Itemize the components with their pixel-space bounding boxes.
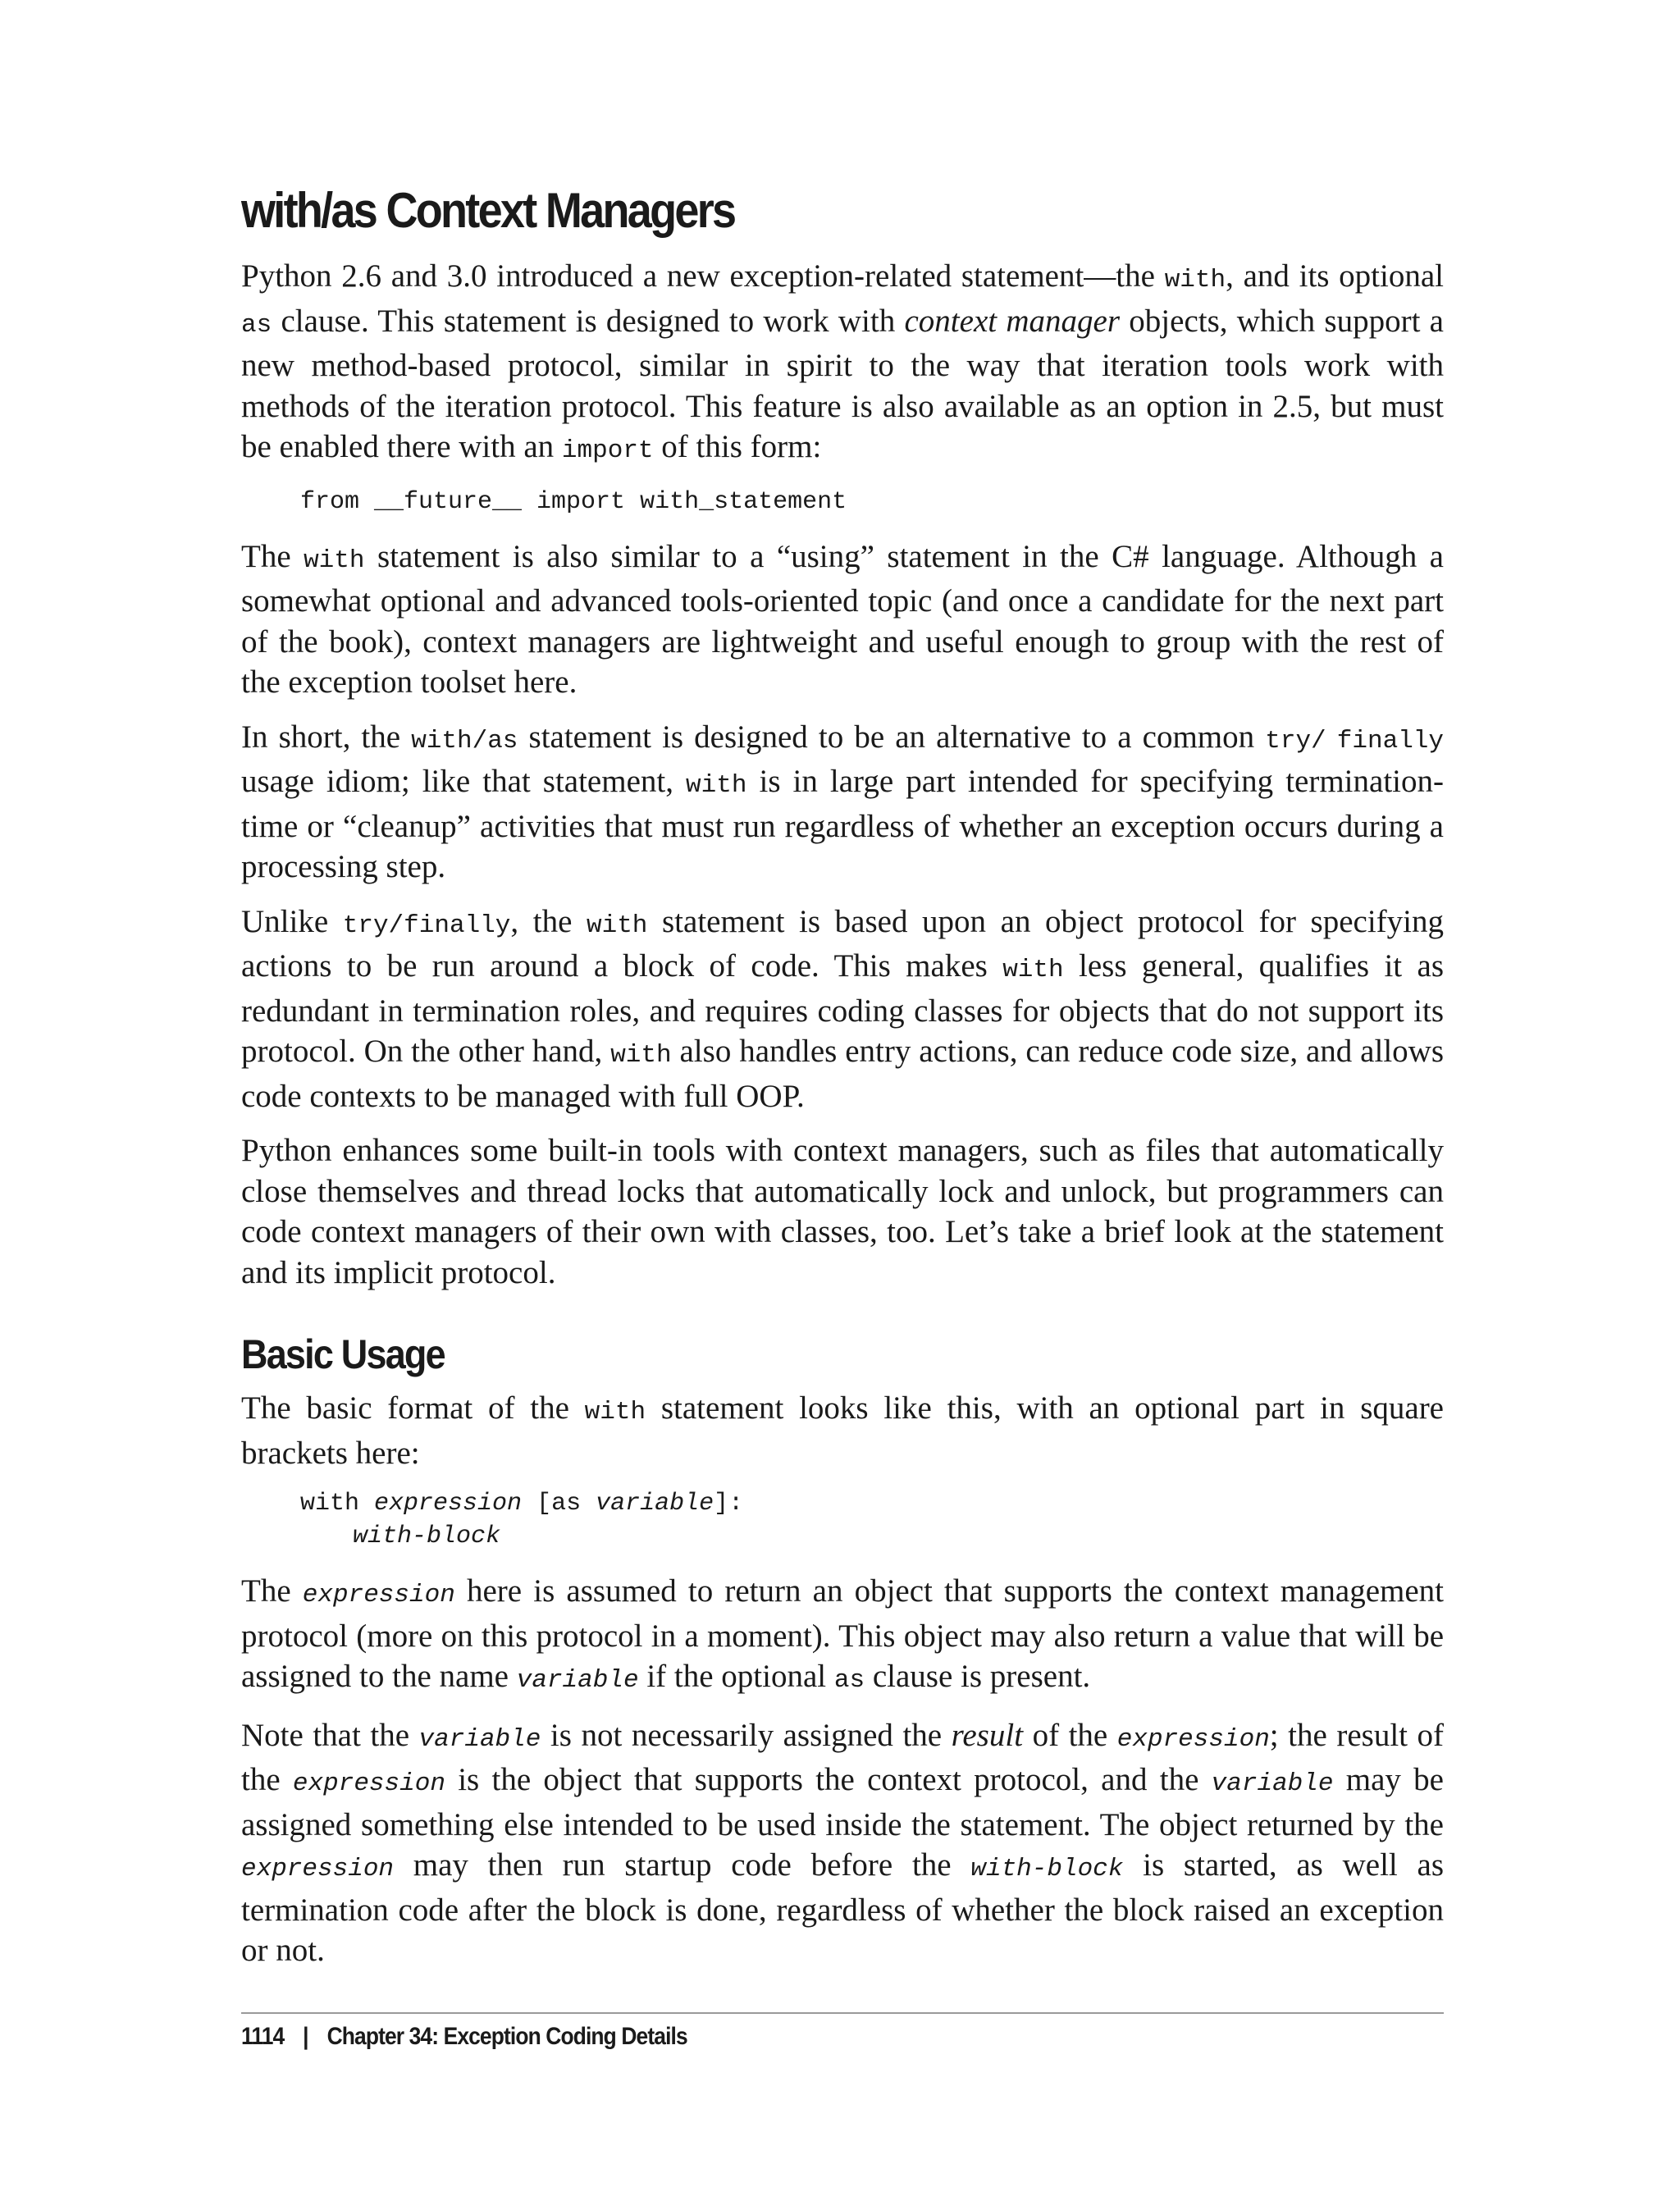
paragraph-in-short: In short, the with/as statement is designed to be an alternative to a common try/ finally usage idiom; like that statement, with is in large part intended for specifying termination-time or “cleanup” activities that must run regardless of whether an exception occurs during a processing step. bbox=[241, 719, 1445, 884]
page-content bbox=[241, 174, 1444, 1985]
footer-rule bbox=[241, 2012, 1444, 2014]
code-block-future-import: from __future__ import with_statement bbox=[300, 487, 847, 516]
paragraph-expression: The expression here is assumed to return an object that supports the context management protocol (more on this protocol in a moment). This object may also return a value that will be assigned to the name variable if the optional as clause is present. bbox=[241, 1573, 1445, 1695]
paragraph-builtin-tools: Python enhances some built-in tools with context managers, such as files that automatically close themselves and thread locks that automatically lock and unlock, but programmers can code context managers of their own with classes, too. Let’s take a brief look at the statement and its implicit protocol. bbox=[241, 1133, 1444, 1290]
footer-separator: | bbox=[303, 2023, 308, 2050]
paragraph-note: Note that the variable is not necessarily assigned the result of the expression; the result of the expression is the object that supports the context protocol, and the variable may be assigned something else intended to be used inside the statement. The object returned by the expression may then run startup code before the with-block is started, as well as termination code after the block is done, regardless of whether the block raised an exception or not. bbox=[241, 1717, 1445, 1968]
paragraph-using: The with statement is also similar to a “using” statement in the C# language. Although a somewhat optional and advanced tools-oriented topic (and once a candidate for the next part of the book), context managers are lightweight and useful enough to group with the rest of the exception toolset here. bbox=[241, 538, 1444, 700]
chapter-title: Chapter 34: Exception Coding Details bbox=[326, 2023, 687, 2050]
code-block-with-syntax: with expression [as variable]: with-block bbox=[300, 1490, 744, 1550]
page-number: 1114 bbox=[241, 2023, 285, 2050]
paragraph-basic-format: The basic format of the with statement looks like this, with an optional part in square brackets here: bbox=[241, 1390, 1444, 1471]
paragraph-unlike: Unlike try/finally, the with statement is based upon an object protocol for specifying actions to be run around a block of code. This makes with less general, qualifies it as redundant in termination roles, and requires coding classes for objects that do not support its protocol. On the other hand, with also handles entry actions, can reduce code size, and allows code contexts to be managed with full OOP. bbox=[241, 903, 1444, 1114]
paragraph-intro: Python 2.6 and 3.0 introduced a new exception-related statement—the with, and its optional as clause. This statement is designed to work with context manager objects, which support a new method-based protocol, similar in spirit to the way that iteration tools work with methods of the iteration protocol. This feature is also available as an option in 2.5, but must be enabled there with an import of this form: bbox=[241, 258, 1445, 465]
subsection-heading: Basic Usage bbox=[241, 1331, 445, 1377]
section-heading: with/as Context Managers bbox=[241, 183, 735, 238]
page-footer bbox=[241, 2023, 687, 2051]
